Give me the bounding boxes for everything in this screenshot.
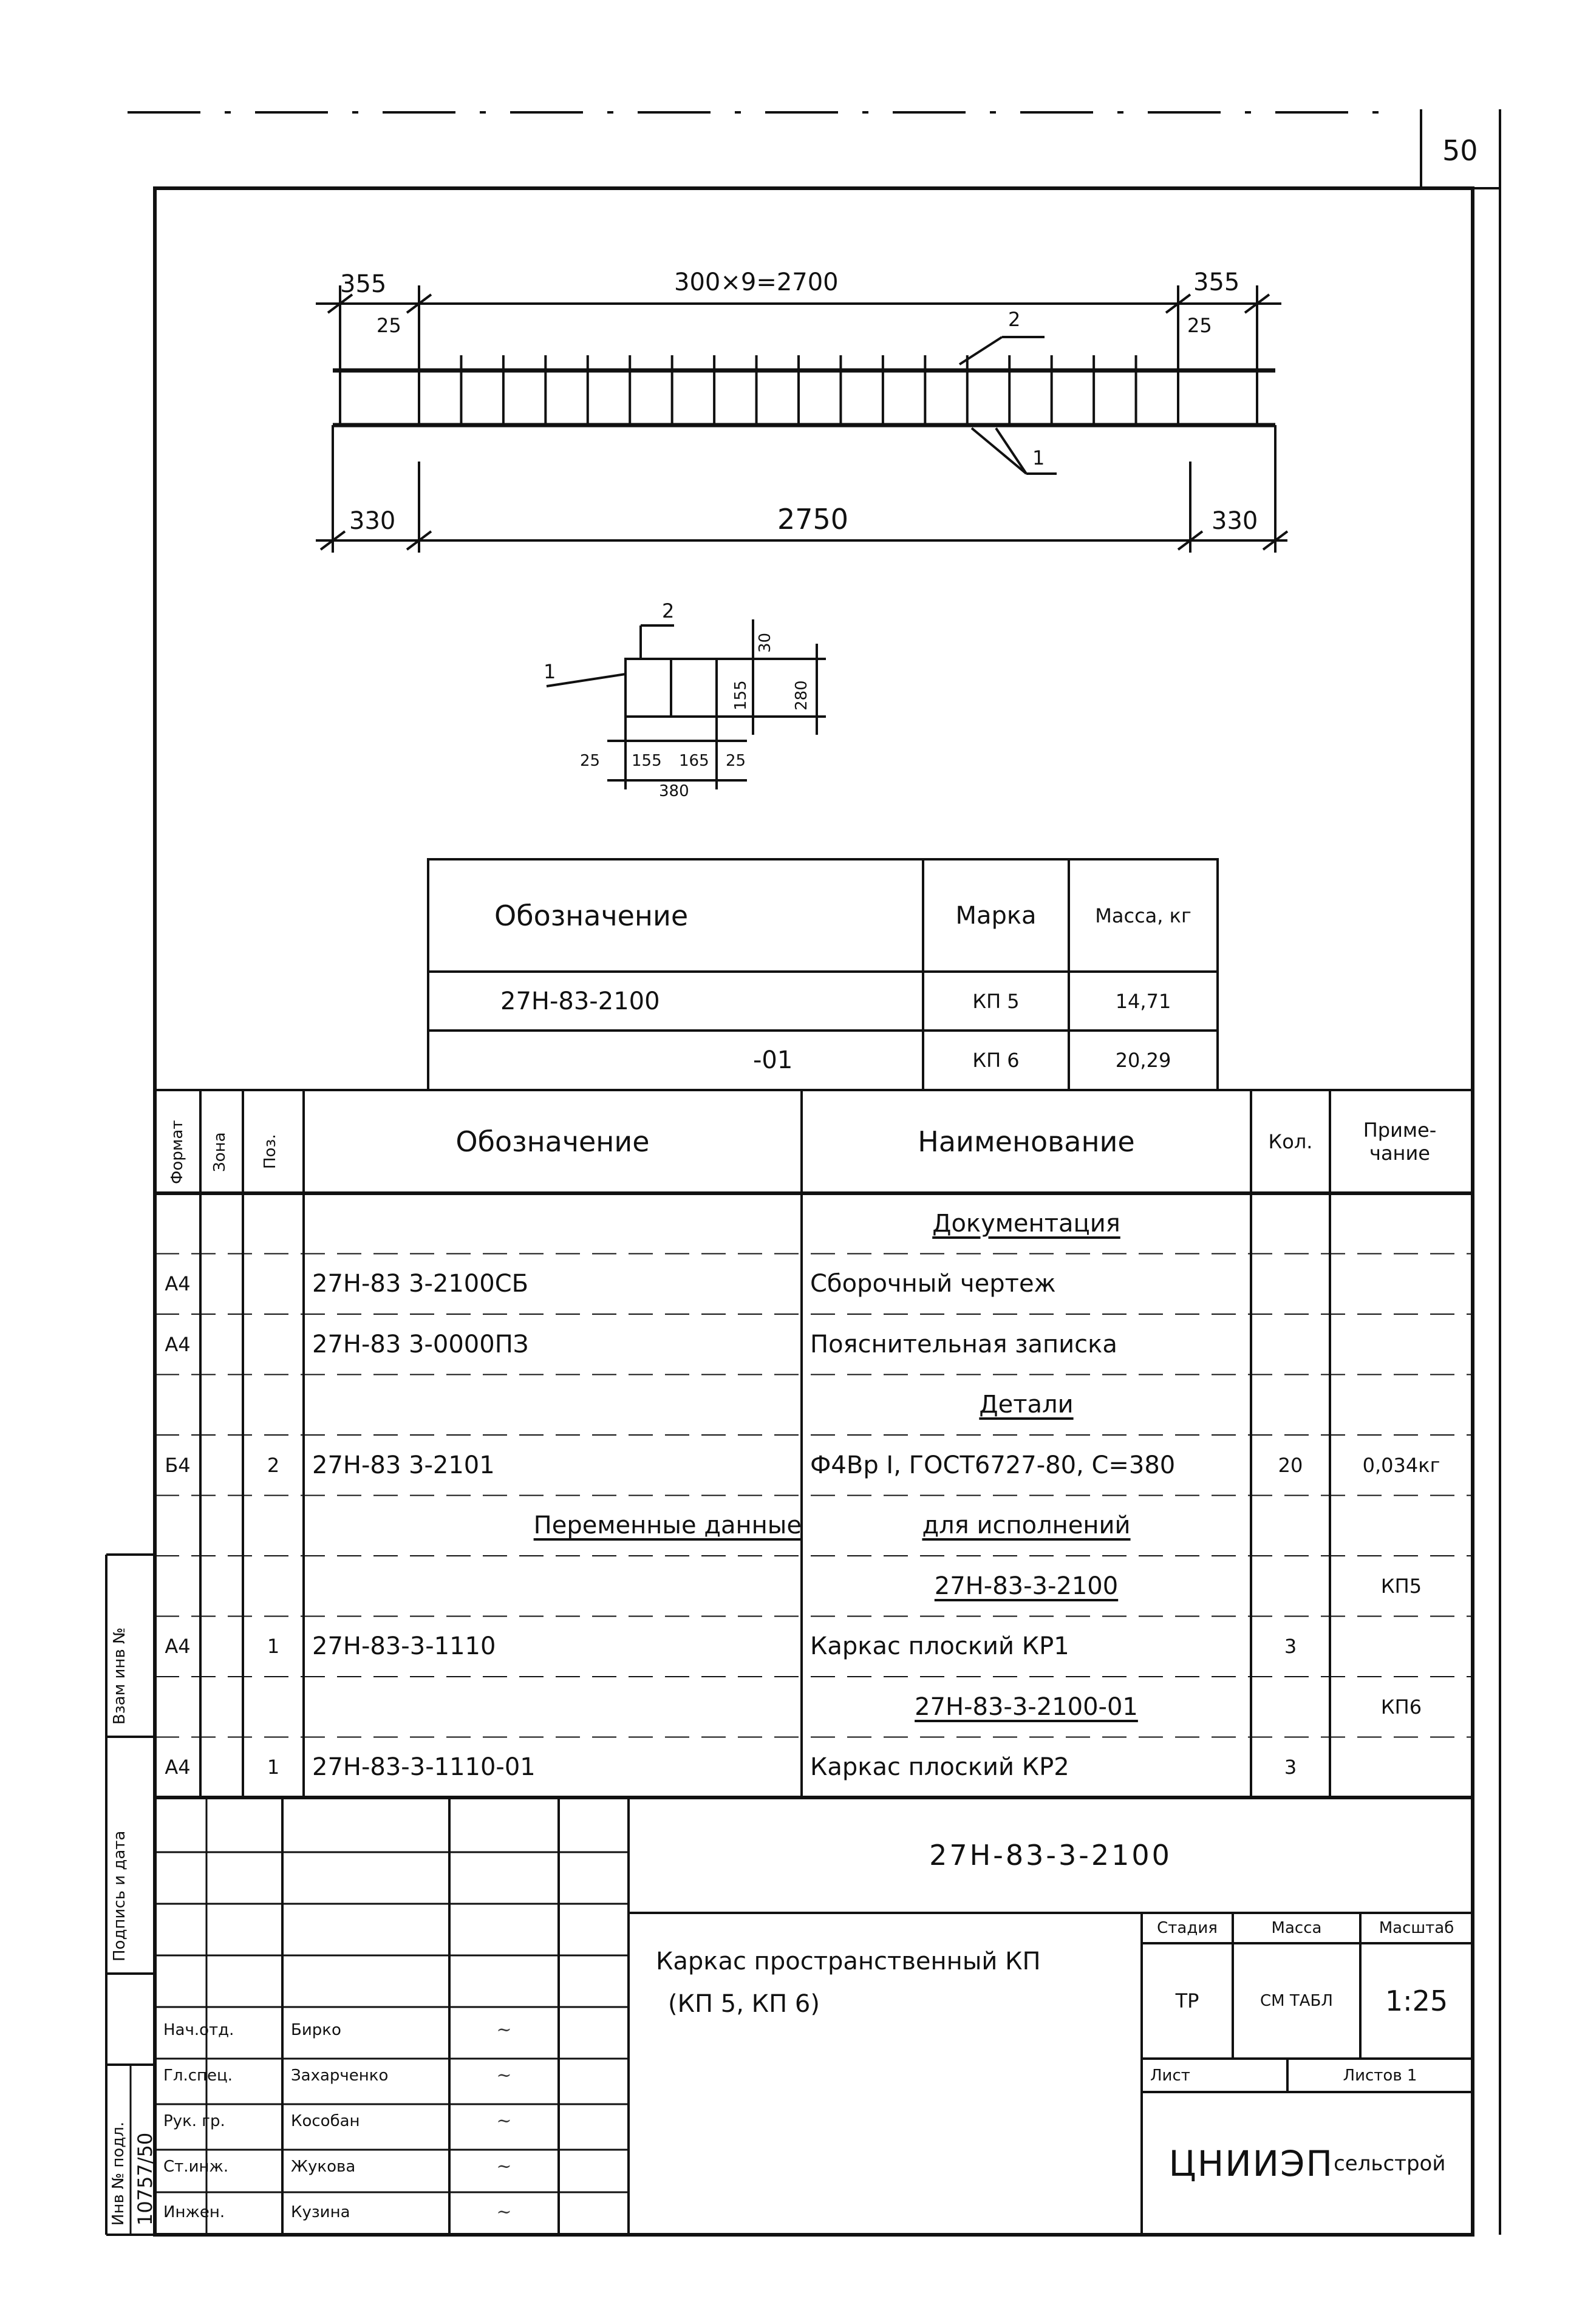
section-dim-25-left: 25: [580, 752, 601, 770]
section-dim-165: 165: [679, 752, 709, 770]
spec-cell-designation: [304, 1375, 802, 1436]
spec-cell-qty: 3: [1284, 1756, 1297, 1779]
spec-header-name: Наименование: [918, 1125, 1135, 1158]
section-dim-155v: 155: [732, 680, 750, 710]
spec-header-zone: Зона: [211, 1132, 229, 1172]
spec-cell-format: А4: [165, 1756, 191, 1779]
spec-cell-format: А4: [165, 1332, 191, 1356]
spec-cell-pos: 1: [267, 1756, 280, 1779]
spec-cell-qty: [1251, 1375, 1330, 1436]
section-dim-380: 380: [659, 782, 689, 800]
title-scale: 1:25: [1385, 1985, 1448, 2017]
spec-cell-designation: [304, 1556, 802, 1617]
signer-role: Ст.инж.: [163, 2157, 229, 2176]
dim-edge-left: 25: [377, 314, 401, 337]
org-name: ЦНИИЭП: [1168, 2142, 1334, 2184]
spec-cell-designation: 27Н-83-3-1110-01: [312, 1753, 536, 1782]
spec-cell-pos: 1: [267, 1635, 280, 1658]
stamp-inv-orig: Инв № подл.: [109, 2121, 128, 2226]
spec-header-designation: Обозначение: [455, 1125, 650, 1158]
title-mass: СМ ТАБЛ: [1260, 1992, 1333, 2010]
spec-cell-name: Документация: [932, 1209, 1120, 1238]
section-label-2: 2: [662, 599, 675, 622]
spec-cell-designation: [304, 1193, 802, 1254]
signer-name: Бирко: [291, 2020, 341, 2039]
spec-header-format: Формат: [168, 1120, 186, 1184]
signer-role: Нач.отд.: [163, 2020, 234, 2039]
dim-top-left: 355: [340, 270, 387, 298]
spec-cell-note: [1330, 1496, 1473, 1556]
pos-label-bar: 1: [1032, 446, 1045, 469]
spec-header-qty: Кол.: [1268, 1130, 1313, 1153]
variant-row-2-designation: -01: [753, 1046, 793, 1074]
spec-cell-note: [1330, 1737, 1473, 1798]
signature-mark-icon: ~: [496, 2156, 512, 2177]
variant-row-2-mass: 20,29: [1115, 1049, 1171, 1072]
spec-cell-note: КП5: [1380, 1574, 1422, 1598]
pos-label-link: 2: [1008, 308, 1021, 331]
spec-cell-pos: [243, 1677, 304, 1737]
stamp-sign-date: Подпись и дата: [111, 1830, 129, 1961]
spec-cell-note: [1330, 1314, 1473, 1375]
spec-cell-name: Пояснительная записка: [810, 1330, 1117, 1358]
section-dim-30: 30: [756, 632, 774, 653]
section-dim-280: 280: [792, 680, 811, 710]
signature-mark-icon: ~: [496, 2201, 512, 2223]
spec-cell-note: КП6: [1380, 1695, 1422, 1719]
section-dim-25-right: 25: [726, 752, 746, 770]
section-dim-155: 155: [632, 752, 662, 770]
spec-cell-designation: 27Н-83 3-2101: [312, 1451, 495, 1479]
spec-cell-note: 0,034кг: [1362, 1453, 1440, 1477]
spec-cell-pos: [243, 1496, 304, 1556]
spec-cell-note: [1330, 1193, 1473, 1254]
spec-cell-name: для исполнений: [922, 1511, 1131, 1540]
title-sheet-label: Лист: [1150, 2066, 1190, 2085]
spec-cell-name: Ф4Вр I, ГОСТ6727-80, C=380: [810, 1451, 1176, 1479]
spec-cell-name: 27Н-83-3-2100: [934, 1572, 1119, 1600]
variant-row-1-mark: КП 5: [972, 989, 1020, 1013]
dim-edge-right: 25: [1187, 314, 1212, 337]
spec-cell-qty: [1251, 1314, 1330, 1375]
spec-cell-pos: 2: [267, 1453, 280, 1477]
signer-name: Жукова: [291, 2157, 356, 2176]
title-mass-label: Масса: [1271, 1919, 1322, 1937]
title-line-1: Каркас пространственный КП: [656, 1947, 1041, 1975]
spec-cell-name: Сборочный чертеж: [810, 1270, 1056, 1298]
title-doc-code: 27Н-83-3-2100: [929, 1839, 1172, 1872]
spec-cell-format: А4: [165, 1272, 191, 1296]
title-stage-label: Стадия: [1157, 1919, 1218, 1937]
spec-cell-format: [155, 1375, 200, 1436]
dim-bottom-right: 330: [1212, 507, 1258, 535]
title-organization: [1142, 2092, 1473, 2235]
title-sheets-label: Листов 1: [1343, 2066, 1417, 2085]
signer-name: Захарченко: [291, 2066, 389, 2085]
spec-cell-pos: [243, 1314, 304, 1375]
spec-cell-qty: [1251, 1556, 1330, 1617]
spec-cell-format: [155, 1556, 200, 1617]
spec-cell-note: [1330, 1375, 1473, 1436]
dim-bottom-left: 330: [349, 507, 396, 535]
spec-cell-name: Детали: [979, 1391, 1074, 1419]
spec-cell-name: 27Н-83-3-2100-01: [915, 1692, 1138, 1721]
dim-top-right: 355: [1193, 268, 1240, 296]
variant-header-mark: Марка: [955, 901, 1037, 930]
spec-cell-note: [1330, 1254, 1473, 1315]
signer-name: Кузина: [291, 2203, 350, 2221]
signer-name: Кособан: [291, 2111, 360, 2130]
spec-cell-pos: [243, 1375, 304, 1436]
variant-row-1-designation: 27Н-83-2100: [500, 987, 660, 1015]
variant-row-2-mark: КП 6: [972, 1049, 1020, 1072]
spec-cell-pos: [243, 1193, 304, 1254]
spec-cell-designation: 27Н-83-3-1110: [312, 1632, 496, 1661]
stamp-replaces: Взам инв №: [111, 1627, 129, 1725]
title-stage: ТР: [1175, 1989, 1199, 2012]
spec-cell-qty: 20: [1278, 1453, 1303, 1477]
spec-cell-format: [155, 1677, 200, 1737]
dim-bottom-center: 2750: [777, 503, 849, 536]
signer-role: Инжен.: [163, 2203, 225, 2221]
signature-mark-icon: ~: [496, 2019, 512, 2040]
spec-cell-qty: 3: [1284, 1635, 1297, 1658]
dim-top-center: 300×9=2700: [674, 268, 839, 296]
spec-cell-format: [155, 1193, 200, 1254]
spec-cell-designation: Переменные данные: [533, 1511, 802, 1540]
spec-cell-qty: [1251, 1193, 1330, 1254]
spec-cell-name: Каркас плоский КР2: [810, 1753, 1069, 1782]
page-number: 50: [1442, 134, 1478, 167]
spec-cell-qty: [1251, 1677, 1330, 1737]
spec-cell-name: Каркас плоский КР1: [810, 1632, 1069, 1661]
variant-header-mass: Масса, кг: [1095, 904, 1191, 927]
spec-cell-designation: [304, 1677, 802, 1737]
signature-mark-icon: ~: [496, 2065, 512, 2086]
title-line-2: (КП 5, КП 6): [668, 1990, 820, 2018]
spec-cell-qty: [1251, 1254, 1330, 1315]
spec-cell-pos: [243, 1254, 304, 1315]
spec-cell-format: [155, 1496, 200, 1556]
spec-cell-designation: 27Н-83 3-0000ПЗ: [312, 1330, 529, 1358]
spec-cell-format: А4: [165, 1635, 191, 1658]
spec-cell-designation: 27Н-83 3-2100СБ: [312, 1270, 529, 1298]
variant-header-designation: Обозначение: [494, 899, 689, 932]
spec-header-note: Приме- чание: [1363, 1119, 1437, 1165]
signer-role: Рук. гр.: [163, 2111, 225, 2130]
org-suffix: сельстрой: [1334, 2151, 1446, 2176]
variant-row-1-mass: 14,71: [1115, 989, 1171, 1013]
spec-header-pos: Поз.: [261, 1134, 279, 1169]
spec-cell-qty: [1251, 1496, 1330, 1556]
spec-cell-format: Б4: [165, 1453, 191, 1477]
signer-role: Гл.спец.: [163, 2066, 233, 2085]
spec-cell-note: [1330, 1617, 1473, 1677]
title-scale-label: Масштаб: [1379, 1919, 1454, 1937]
section-label-1: 1: [544, 660, 556, 683]
signature-mark-icon: ~: [496, 2110, 512, 2131]
stamp-inv-number: 10757/50: [134, 2132, 157, 2226]
spec-cell-pos: [243, 1556, 304, 1617]
